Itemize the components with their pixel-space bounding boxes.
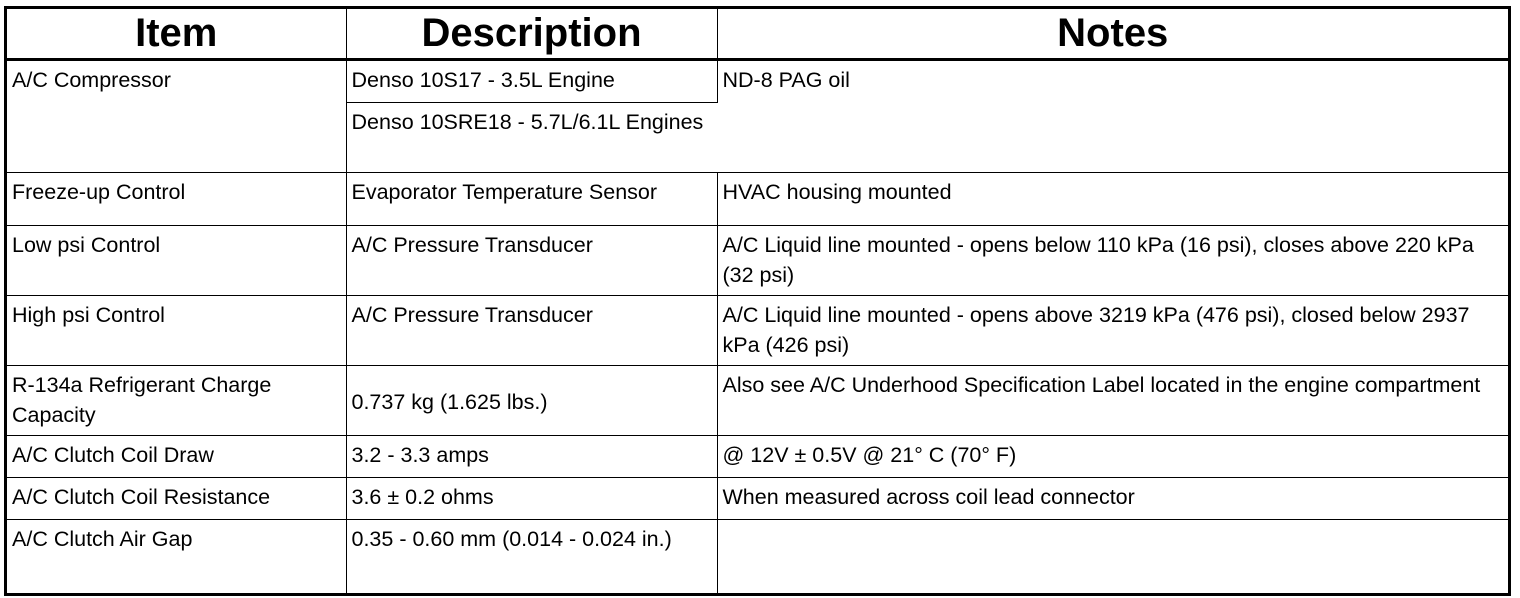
description-cell: 3.6 ± 0.2 ohms bbox=[346, 478, 717, 520]
table-row bbox=[7, 478, 1508, 520]
item-cell: R-134a Refrigerant Charge Capacity bbox=[7, 366, 346, 436]
item-cell: Low psi Control bbox=[7, 226, 346, 296]
item-cell: Freeze-up Control bbox=[7, 173, 346, 226]
item-cell: High psi Control bbox=[7, 296, 346, 366]
header-item: Item bbox=[7, 9, 346, 60]
table-row bbox=[7, 296, 1508, 366]
spec-table-frame bbox=[4, 6, 1511, 596]
description-cell: A/C Pressure Transducer bbox=[346, 296, 717, 366]
ac-specifications-table bbox=[7, 9, 1508, 593]
table-row bbox=[7, 60, 1508, 103]
header-description: Description bbox=[346, 9, 717, 60]
notes-cell: @ 12V ± 0.5V @ 21° C (70° F) bbox=[717, 436, 1508, 478]
description-cell: 0.35 - 0.60 mm (0.014 - 0.024 in.) bbox=[346, 520, 717, 594]
item-cell: A/C Clutch Coil Draw bbox=[7, 436, 346, 478]
table-row bbox=[7, 173, 1508, 226]
description-cell: Evaporator Temperature Sensor bbox=[346, 173, 717, 226]
notes-cell: A/C Liquid line mounted - opens below 110 kPa (16 psi), closes above 220 kPa (32 psi) bbox=[717, 226, 1508, 296]
notes-cell: A/C Liquid line mounted - opens above 3219 kPa (476 psi), closed below 2937 kPa (426 psi) bbox=[717, 296, 1508, 366]
description-cell: A/C Pressure Transducer bbox=[346, 226, 717, 296]
table-row bbox=[7, 226, 1508, 296]
item-cell: A/C Clutch Coil Resistance bbox=[7, 478, 346, 520]
notes-cell: ND-8 PAG oil bbox=[717, 60, 1508, 173]
item-cell: A/C Clutch Air Gap bbox=[7, 520, 346, 594]
description-cell: 3.2 - 3.3 amps bbox=[346, 436, 717, 478]
header-notes: Notes bbox=[717, 9, 1508, 60]
notes-cell: Also see A/C Underhood Specification Label located in the engine compartment bbox=[717, 366, 1508, 436]
header-row bbox=[7, 9, 1508, 60]
description-cell: 0.737 kg (1.625 lbs.) bbox=[346, 366, 717, 436]
table-row bbox=[7, 436, 1508, 478]
description-cell: Denso 10S17 - 3.5L Engine bbox=[346, 60, 717, 103]
table-row bbox=[7, 366, 1508, 436]
notes-cell: HVAC housing mounted bbox=[717, 173, 1508, 226]
table-row bbox=[7, 520, 1508, 594]
notes-cell bbox=[717, 520, 1508, 594]
description-cell: Denso 10SRE18 - 5.7L/6.1L Engines bbox=[346, 103, 717, 173]
item-cell: A/C Compressor bbox=[7, 60, 346, 173]
notes-cell: When measured across coil lead connector bbox=[717, 478, 1508, 520]
